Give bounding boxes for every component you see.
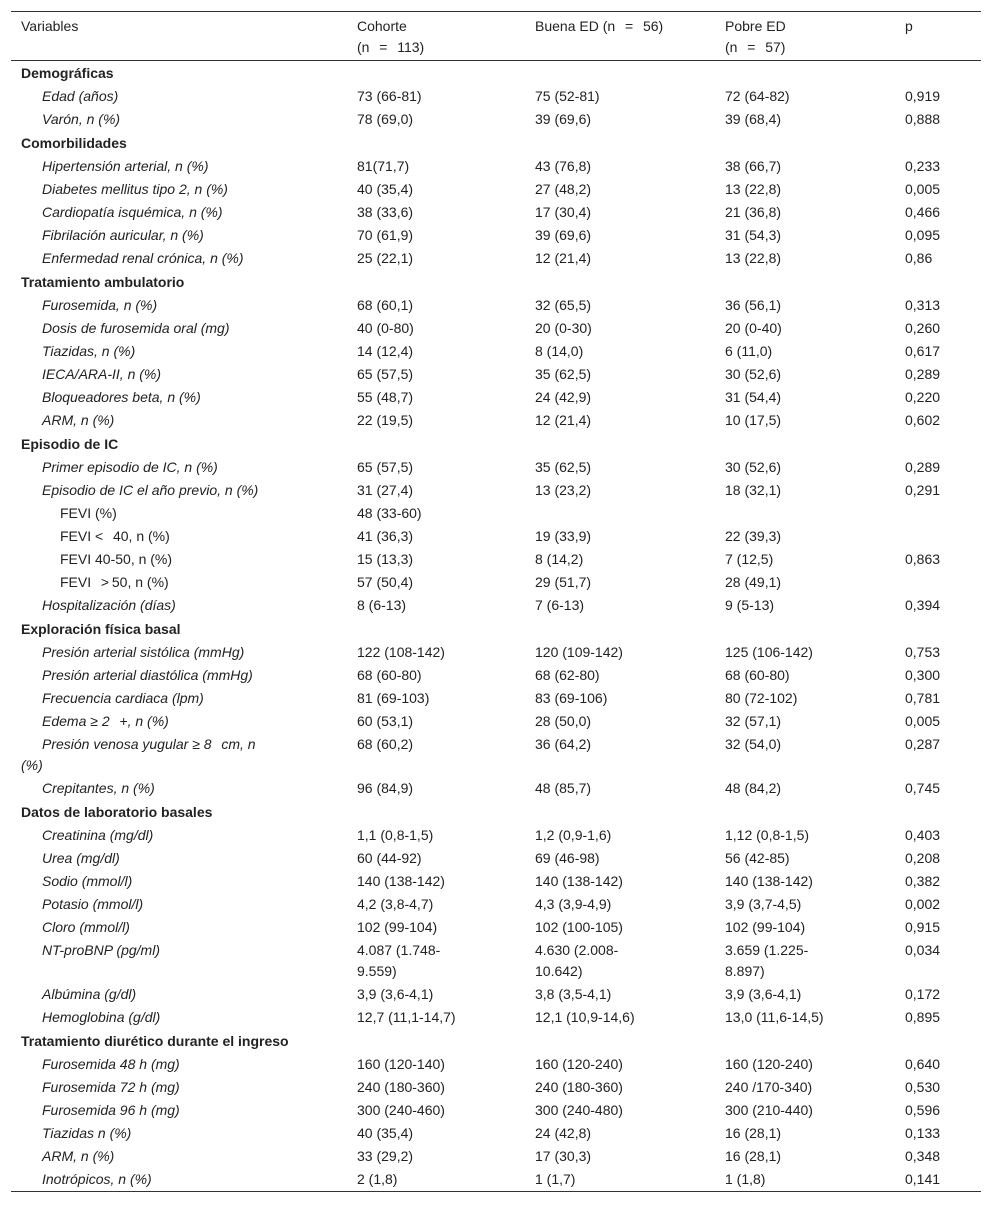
cohorte-value: 81 (69-103) xyxy=(357,690,430,706)
row-label: Varón, n (%) xyxy=(42,111,121,127)
pobre-value: 21 (36,8) xyxy=(725,204,782,220)
pobre-value: 36 (56,1) xyxy=(725,297,782,313)
cohorte-value: 73 (66-81) xyxy=(357,88,422,104)
cohorte-value: 31 (27,4) xyxy=(357,482,414,498)
row-label: FEVI (%) xyxy=(60,505,117,521)
buena-value: 20 (0-30) xyxy=(535,320,592,336)
cohorte-value: 96 (84,9) xyxy=(357,780,414,796)
pobre-value: 300 (210-440) xyxy=(725,1102,813,1118)
pobre-value: 30 (52,6) xyxy=(725,366,782,382)
header-cohorte-label: Cohorte xyxy=(357,18,407,34)
p-value: 0,220 xyxy=(905,389,941,405)
pobre-value: 1,12 (0,8-1,5) xyxy=(725,827,810,843)
section-header-row xyxy=(11,617,981,641)
row-label: Hipertensión arterial, n (%) xyxy=(42,158,209,174)
pobre-value: 72 (64-82) xyxy=(725,88,790,104)
row-label: Fibrilación auricular, n (%) xyxy=(42,227,204,243)
buena-value: 4,3 (3,9-4,9) xyxy=(535,896,612,912)
pobre-value: 32 (54,0) xyxy=(725,736,782,752)
pobre-value: 16 (28,1) xyxy=(725,1125,782,1141)
header-buena-label: Buena ED (n = 56) xyxy=(535,18,664,34)
pobre-value: 13 (22,8) xyxy=(725,250,782,266)
table-row xyxy=(11,687,981,710)
header-p xyxy=(905,12,981,61)
row-label: Potasio (mmol/l) xyxy=(42,896,144,912)
cohorte-value: 81(71,7) xyxy=(357,158,410,174)
pobre-value: 9 (5-13) xyxy=(725,597,775,613)
p-value: 0,745 xyxy=(905,780,941,796)
table-row xyxy=(11,1076,981,1099)
header-row xyxy=(11,12,981,61)
buena-value: 69 (46-98) xyxy=(535,850,600,866)
row-label: FEVI > 50, n (%) xyxy=(60,574,169,590)
buena-value: 12,1 (10,9-14,6) xyxy=(535,1009,635,1025)
header-pobre-n: (n = 57) xyxy=(725,39,786,55)
cohorte-value: 40 (35,4) xyxy=(357,181,414,197)
buena-value: 120 (109-142) xyxy=(535,644,623,660)
buena-value: 160 (120-240) xyxy=(535,1056,623,1072)
table-row xyxy=(11,824,981,847)
buena-value-line1: 4.630 (2.008- xyxy=(535,942,619,958)
row-label: Urea (mg/dl) xyxy=(42,850,120,866)
pobre-value: 10 (17,5) xyxy=(725,412,782,428)
pobre-value: 6 (11,0) xyxy=(725,343,773,359)
cohorte-value: 60 (44-92) xyxy=(357,850,422,866)
table-row xyxy=(11,664,981,687)
table-row xyxy=(11,456,981,479)
table-row xyxy=(11,1006,981,1029)
pobre-value: 102 (99-104) xyxy=(725,919,806,935)
pobre-value: 32 (57,1) xyxy=(725,713,782,729)
pobre-value: 3,9 (3,6-4,1) xyxy=(725,986,802,1002)
pobre-value: 240 /170-340) xyxy=(725,1079,813,1095)
pobre-value-line2: 8.897) xyxy=(725,963,765,979)
header-p-label: p xyxy=(905,18,913,34)
buena-value: 32 (65,5) xyxy=(535,297,592,313)
p-value: 0,260 xyxy=(905,320,941,336)
row-label: Crepitantes, n (%) xyxy=(42,780,155,796)
section-title: Tratamiento ambulatorio xyxy=(21,274,185,290)
table-row xyxy=(11,1053,981,1076)
buena-value: 35 (62,5) xyxy=(535,459,592,475)
pobre-value: 38 (66,7) xyxy=(725,158,782,174)
cohorte-value: 12,7 (11,1-14,7) xyxy=(357,1009,456,1025)
section-header-row xyxy=(11,800,981,824)
table-row xyxy=(11,939,981,983)
p-value: 0,781 xyxy=(905,690,941,706)
table-row xyxy=(11,155,981,178)
row-label: Diabetes mellitus tipo 2, n (%) xyxy=(42,181,228,197)
buena-value: 8 (14,0) xyxy=(535,343,584,359)
table-row xyxy=(11,363,981,386)
p-value: 0,291 xyxy=(905,482,941,498)
row-label: Enfermedad renal crónica, n (%) xyxy=(42,250,244,266)
cohorte-value: 4,2 (3,8-4,7) xyxy=(357,896,434,912)
table-row xyxy=(11,85,981,108)
table-row xyxy=(11,386,981,409)
buena-value: 8 (14,2) xyxy=(535,551,584,567)
cohorte-value: 25 (22,1) xyxy=(357,250,414,266)
cohorte-value xyxy=(357,939,535,983)
section-title: Episodio de IC xyxy=(21,436,119,452)
table-container xyxy=(11,11,981,1192)
table-row xyxy=(11,294,981,317)
cohorte-value: 160 (120-140) xyxy=(357,1056,445,1072)
row-label: NT-proBNP (pg/ml) xyxy=(42,942,160,958)
row-label: Furosemida 96 h (mg) xyxy=(42,1102,180,1118)
cohorte-value: 78 (69,0) xyxy=(357,111,414,127)
row-label-line1: Presión venosa yugular ≥ 8 cm, n xyxy=(42,736,256,752)
pobre-value xyxy=(725,502,905,525)
pobre-value: 1 (1,8) xyxy=(725,1171,766,1187)
section-header-row xyxy=(11,131,981,155)
pobre-value-line1: 3.659 (1.225- xyxy=(725,942,809,958)
header-variables xyxy=(11,12,357,61)
buena-value: 83 (69-106) xyxy=(535,690,608,706)
table-row xyxy=(11,224,981,247)
p-value: 0,617 xyxy=(905,343,941,359)
buena-value: 68 (62-80) xyxy=(535,667,600,683)
buena-value xyxy=(535,939,725,983)
table-row xyxy=(11,340,981,363)
pobre-value: 28 (49,1) xyxy=(725,574,782,590)
cohorte-value: 40 (0-80) xyxy=(357,320,414,336)
pobre-value: 13 (22,8) xyxy=(725,181,782,197)
row-label: Inotrópicos, n (%) xyxy=(42,1171,152,1187)
p-value xyxy=(905,525,981,548)
p-value: 0,313 xyxy=(905,297,941,313)
cohorte-value: 57 (50,4) xyxy=(357,574,414,590)
pobre-value: 13,0 (11,6-14,5) xyxy=(725,1009,824,1025)
buena-value: 39 (69,6) xyxy=(535,227,592,243)
cohorte-value: 22 (19,5) xyxy=(357,412,414,428)
pobre-value: 16 (28,1) xyxy=(725,1148,782,1164)
section-title: Exploración física basal xyxy=(21,621,181,637)
cohorte-value: 40 (35,4) xyxy=(357,1125,414,1141)
p-value: 0,289 xyxy=(905,459,941,475)
row-label-line2: (%) xyxy=(21,757,43,773)
pobre-value: 3,9 (3,7-4,5) xyxy=(725,896,802,912)
cohorte-value: 240 (180-360) xyxy=(357,1079,445,1095)
header-cohorte-n: (n = 113) xyxy=(357,39,425,55)
p-value: 0,289 xyxy=(905,366,941,382)
pobre-value: 31 (54,3) xyxy=(725,227,782,243)
buena-value: 140 (138-142) xyxy=(535,873,623,889)
cohorte-value-line1: 4.087 (1.748- xyxy=(357,942,441,958)
section-title: Demográficas xyxy=(21,65,114,81)
cohorte-value: 68 (60,1) xyxy=(357,297,414,313)
table-header xyxy=(11,12,981,61)
table-row xyxy=(11,525,981,548)
row-label: Presión arterial diastólica (mmHg) xyxy=(42,667,253,683)
buena-value: 240 (180-360) xyxy=(535,1079,623,1095)
buena-value: 300 (240-480) xyxy=(535,1102,623,1118)
row-label: Furosemida, n (%) xyxy=(42,297,158,313)
buena-value: 1,2 (0,9-1,6) xyxy=(535,827,612,843)
cohorte-value-line2: 9.559) xyxy=(357,963,397,979)
buena-value: 39 (69,6) xyxy=(535,111,592,127)
p-value: 0,596 xyxy=(905,1102,941,1118)
table-row xyxy=(11,983,981,1006)
table-row xyxy=(11,1145,981,1168)
pobre-value: 56 (42-85) xyxy=(725,850,790,866)
row-label: ARM, n (%) xyxy=(42,1148,115,1164)
row-label: Dosis de furosemida oral (mg) xyxy=(42,320,230,336)
p-value: 0,86 xyxy=(905,250,933,266)
buena-value: 12 (21,4) xyxy=(535,250,592,266)
row-label: Frecuencia cardiaca (lpm) xyxy=(42,690,204,706)
pobre-value: 20 (0-40) xyxy=(725,320,782,336)
p-value: 0,919 xyxy=(905,88,941,104)
p-value: 0,233 xyxy=(905,158,941,174)
cohorte-value: 140 (138-142) xyxy=(357,873,445,889)
pobre-value: 48 (84,2) xyxy=(725,780,782,796)
p-value: 0,002 xyxy=(905,896,941,912)
table-row xyxy=(11,916,981,939)
header-variables-label: Variables xyxy=(21,18,79,34)
p-value: 0,466 xyxy=(905,204,941,220)
cohorte-value: 65 (57,5) xyxy=(357,366,414,382)
cohorte-value: 60 (53,1) xyxy=(357,713,414,729)
table-row xyxy=(11,893,981,916)
table-row xyxy=(11,733,981,777)
p-value: 0,394 xyxy=(905,597,941,613)
header-cohorte xyxy=(357,12,535,61)
table-row xyxy=(11,1122,981,1145)
row-label: Sodio (mmol/l) xyxy=(42,873,133,889)
row-label: Creatinina (mg/dl) xyxy=(42,827,154,843)
cohorte-value: 8 (6-13) xyxy=(357,597,407,613)
table-row xyxy=(11,178,981,201)
row-label: Edad (años) xyxy=(42,88,119,104)
buena-value: 48 (85,7) xyxy=(535,780,592,796)
table-row xyxy=(11,548,981,571)
table-row xyxy=(11,847,981,870)
row-label: Primer episodio de IC, n (%) xyxy=(42,459,218,475)
row-label: Cloro (mmol/l) xyxy=(42,919,130,935)
p-value: 0,208 xyxy=(905,850,941,866)
pobre-value: 18 (32,1) xyxy=(725,482,782,498)
table-row xyxy=(11,777,981,800)
cohorte-value: 3,9 (3,6-4,1) xyxy=(357,986,434,1002)
row-label: Bloqueadores beta, n (%) xyxy=(42,389,201,405)
row-label: Hospitalización (días) xyxy=(42,597,176,613)
table-row xyxy=(11,201,981,224)
table-row xyxy=(11,502,981,525)
row-label xyxy=(11,733,357,777)
p-value: 0,382 xyxy=(905,873,941,889)
cohorte-value: 15 (13,3) xyxy=(357,551,414,567)
pobre-value: 140 (138-142) xyxy=(725,873,813,889)
cohorte-value: 33 (29,2) xyxy=(357,1148,414,1164)
p-value: 0,172 xyxy=(905,986,941,1002)
table-row xyxy=(11,479,981,502)
row-label: Episodio de IC el año previo, n (%) xyxy=(42,482,259,498)
row-label: ARM, n (%) xyxy=(42,412,115,428)
row-label: Edema ≥ 2 +, n (%) xyxy=(42,713,169,729)
table-row xyxy=(11,247,981,270)
pobre-value: 68 (60-80) xyxy=(725,667,790,683)
buena-value: 17 (30,4) xyxy=(535,204,592,220)
buena-value: 102 (100-105) xyxy=(535,919,623,935)
p-value: 0,005 xyxy=(905,713,941,729)
p-value: 0,133 xyxy=(905,1125,941,1141)
cohorte-value: 1,1 (0,8-1,5) xyxy=(357,827,434,843)
row-label: Albúmina (g/dl) xyxy=(42,986,137,1002)
section-header-row xyxy=(11,1029,981,1053)
p-value: 0,888 xyxy=(905,111,941,127)
p-value: 0,403 xyxy=(905,827,941,843)
data-table xyxy=(11,11,981,1192)
cohorte-value: 48 (33-60) xyxy=(357,505,422,521)
row-label: Cardiopatía isquémica, n (%) xyxy=(42,204,223,220)
buena-value: 1 (1,7) xyxy=(535,1171,576,1187)
p-value: 0,863 xyxy=(905,551,941,567)
table-row xyxy=(11,641,981,664)
row-label: Presión arterial sistólica (mmHg) xyxy=(42,644,245,660)
pobre-value: 125 (106-142) xyxy=(725,644,813,660)
buena-value: 13 (23,2) xyxy=(535,482,592,498)
row-label: Tiazidas n (%) xyxy=(42,1125,132,1141)
table-row xyxy=(11,571,981,594)
table-row xyxy=(11,594,981,617)
p-value: 0,348 xyxy=(905,1148,941,1164)
buena-value: 12 (21,4) xyxy=(535,412,592,428)
cohorte-value: 14 (12,4) xyxy=(357,343,414,359)
row-label: Furosemida 72 h (mg) xyxy=(42,1079,180,1095)
buena-value: 75 (52-81) xyxy=(535,88,600,104)
p-value: 0,640 xyxy=(905,1056,941,1072)
buena-value: 3,8 (3,5-4,1) xyxy=(535,986,612,1002)
table-body xyxy=(11,61,981,1192)
cohorte-value: 70 (61,9) xyxy=(357,227,414,243)
buena-value xyxy=(535,502,725,525)
row-label: IECA/ARA-II, n (%) xyxy=(42,366,162,382)
buena-value: 36 (64,2) xyxy=(535,736,592,752)
buena-value: 24 (42,9) xyxy=(535,389,592,405)
p-value: 0,300 xyxy=(905,667,941,683)
buena-value: 24 (42,8) xyxy=(535,1125,592,1141)
pobre-value: 30 (52,6) xyxy=(725,459,782,475)
buena-value: 28 (50,0) xyxy=(535,713,592,729)
buena-value-line2: 10.642) xyxy=(535,963,583,979)
table-row xyxy=(11,1168,981,1192)
pobre-value: 39 (68,4) xyxy=(725,111,782,127)
row-label: FEVI < 40, n (%) xyxy=(60,528,170,544)
header-pobre xyxy=(725,12,905,61)
pobre-value: 22 (39,3) xyxy=(725,528,782,544)
row-label: FEVI 40-50, n (%) xyxy=(60,551,173,567)
buena-value: 35 (62,5) xyxy=(535,366,592,382)
cohorte-value: 41 (36,3) xyxy=(357,528,414,544)
p-value: 0,895 xyxy=(905,1009,941,1025)
buena-value: 19 (33,9) xyxy=(535,528,592,544)
section-title: Datos de laboratorio basales xyxy=(21,804,213,820)
buena-value: 29 (51,7) xyxy=(535,574,592,590)
section-header-row xyxy=(11,432,981,456)
p-value: 0,005 xyxy=(905,181,941,197)
section-header-row xyxy=(11,270,981,294)
table-row xyxy=(11,710,981,733)
p-value: 0,530 xyxy=(905,1079,941,1095)
section-header-row xyxy=(11,61,981,86)
pobre-value: 80 (72-102) xyxy=(725,690,798,706)
section-title: Comorbilidades xyxy=(21,135,127,151)
table-row xyxy=(11,108,981,131)
p-value: 0,095 xyxy=(905,227,941,243)
buena-value: 27 (48,2) xyxy=(535,181,592,197)
p-value: 0,141 xyxy=(905,1171,941,1187)
buena-value: 7 (6-13) xyxy=(535,597,585,613)
p-value xyxy=(905,502,981,525)
p-value: 0,915 xyxy=(905,919,941,935)
cohorte-value: 300 (240-460) xyxy=(357,1102,445,1118)
cohorte-value: 2 (1,8) xyxy=(357,1171,398,1187)
row-label: Hemoglobina (g/dl) xyxy=(42,1009,161,1025)
pobre-value: 31 (54,4) xyxy=(725,389,782,405)
cohorte-value: 102 (99-104) xyxy=(357,919,438,935)
table-row xyxy=(11,409,981,432)
p-value: 0,753 xyxy=(905,644,941,660)
cohorte-value: 65 (57,5) xyxy=(357,459,414,475)
row-label: Tiazidas, n (%) xyxy=(42,343,136,359)
cohorte-value: 68 (60,2) xyxy=(357,736,414,752)
p-value: 0,287 xyxy=(905,736,941,752)
table-row xyxy=(11,317,981,340)
cohorte-value: 122 (108-142) xyxy=(357,644,445,660)
pobre-value xyxy=(725,939,905,983)
cohorte-value: 38 (33,6) xyxy=(357,204,414,220)
buena-value: 17 (30,3) xyxy=(535,1148,592,1164)
cohorte-value: 55 (48,7) xyxy=(357,389,414,405)
header-buena xyxy=(535,12,725,61)
p-value: 0,034 xyxy=(905,942,941,958)
buena-value: 43 (76,8) xyxy=(535,158,592,174)
cohorte-value: 68 (60-80) xyxy=(357,667,422,683)
p-value xyxy=(905,571,981,594)
p-value: 0,602 xyxy=(905,412,941,428)
pobre-value: 7 (12,5) xyxy=(725,551,774,567)
section-title: Tratamiento diurético durante el ingreso xyxy=(21,1033,289,1049)
table-row xyxy=(11,870,981,893)
table-row xyxy=(11,1099,981,1122)
header-pobre-label: Pobre ED xyxy=(725,18,786,34)
row-label: Furosemida 48 h (mg) xyxy=(42,1056,180,1072)
pobre-value: 160 (120-240) xyxy=(725,1056,813,1072)
